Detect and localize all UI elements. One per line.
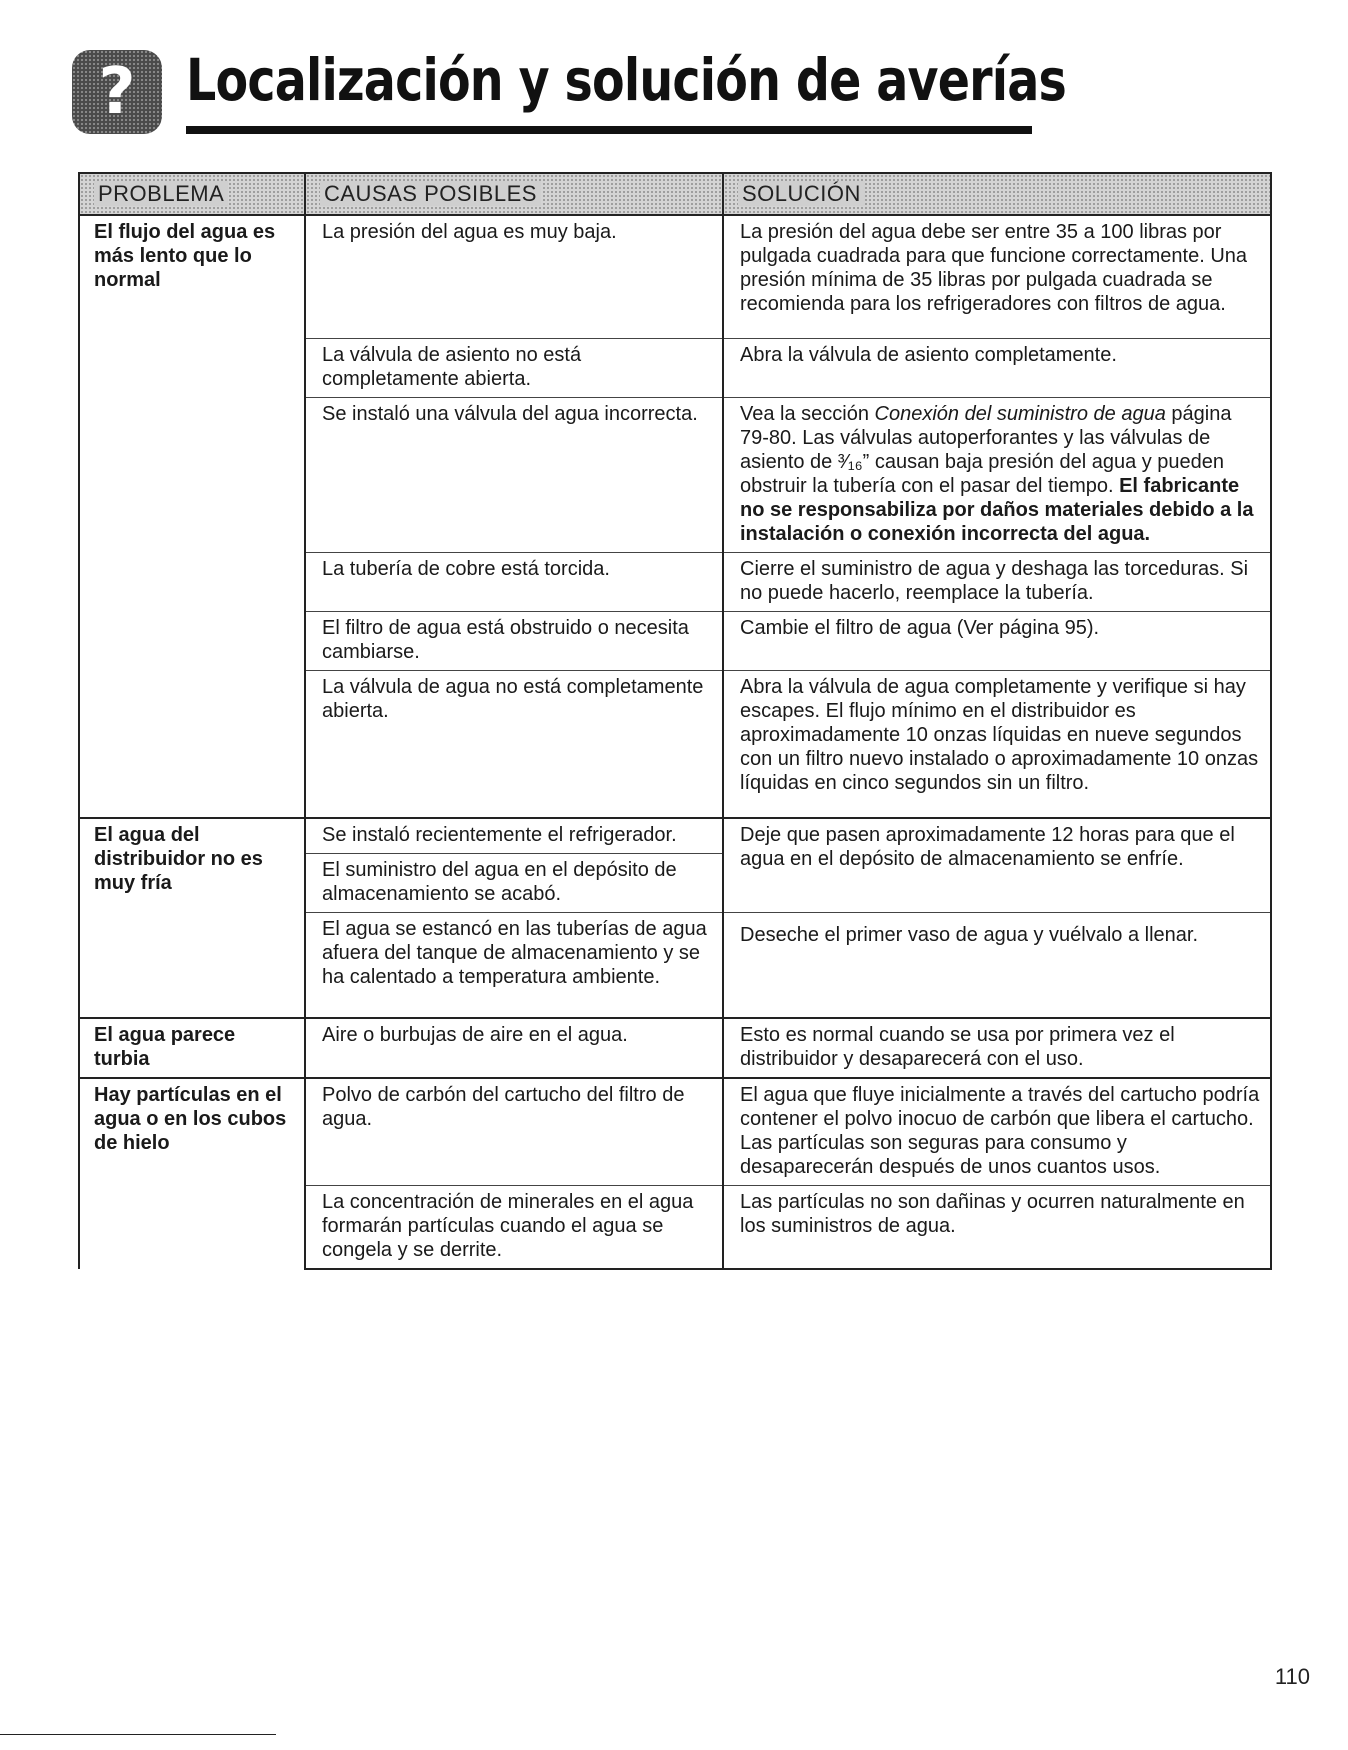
cause-cell: Aire o burbujas de aire en el agua. xyxy=(305,1018,723,1078)
table-row xyxy=(79,1078,1271,1186)
header-causes: CAUSAS POSIBLES xyxy=(305,173,723,215)
problem-cell: El flujo del agua es más lento que lo normal xyxy=(79,215,305,818)
solution-cell: Deje que pasen aproximadamente 12 horas para que el agua en el depósito de almacenamiento se enfríe. xyxy=(723,818,1271,913)
title-underline xyxy=(186,126,1032,134)
troubleshooting-table-container xyxy=(78,172,1270,1270)
cause-cell: El suministro del agua en el depósito de almacenamiento se acabó. xyxy=(305,854,723,913)
page-title: Localización y solución de averías xyxy=(186,46,1067,114)
cause-cell: El filtro de agua está obstruido o necesita cambiarse. xyxy=(305,612,723,671)
footer-rule xyxy=(0,1734,276,1735)
cause-cell: Se instaló recientemente el refrigerador. xyxy=(305,818,723,854)
cause-cell: La válvula de agua no está completamente abierta. xyxy=(305,671,723,819)
solution-text: página 79-80. Las válvulas autoperforantes y las válvulas de asiento de ³⁄₁₆” causan baja presión del agua y pueden obstruir la tubería con el pasar del tiempo. xyxy=(740,403,1232,497)
table-row xyxy=(79,1018,1271,1078)
header-solution: SOLUCIÓN xyxy=(723,173,1271,215)
problem-cell: El agua parece turbia xyxy=(79,1018,305,1078)
solution-cell: La presión del agua debe ser entre 35 a 100 libras por pulgada cuadrada para que funcione correctamente. Una presión mínima de 35 libras por pulgada cuadrada se recomienda para los refrigeradores con filtros de agua. xyxy=(723,215,1271,339)
warning-text: El fabricante no se responsabiliza por daños materiales debido a la instalación o conexión incorrecta del agua. xyxy=(740,475,1254,545)
troubleshooting-table xyxy=(78,172,1272,1270)
problem-cell: El agua del distribuidor no es muy fría xyxy=(79,818,305,1018)
solution-cell: Las partículas no son dañinas y ocurren naturalmente en los suministros de agua. xyxy=(723,1186,1271,1270)
solution-cell: Abra la válvula de asiento completamente. xyxy=(723,339,1271,398)
problem-cell: Hay partículas en el agua o en los cubos de hielo xyxy=(79,1078,305,1269)
solution-cell: Deseche el primer vaso de agua y vuélvalo a llenar. xyxy=(723,913,1271,1019)
cause-cell: La tubería de cobre está torcida. xyxy=(305,553,723,612)
question-mark-icon: ? xyxy=(72,50,162,134)
table-header-row xyxy=(79,173,1271,215)
cause-cell: El agua se estancó en las tuberías de agua afuera del tanque de almacenamiento y se ha calentado a temperatura ambiente. xyxy=(305,913,723,1019)
solution-cell: Cambie el filtro de agua (Ver página 95). xyxy=(723,612,1271,671)
cause-cell: La presión del agua es muy baja. xyxy=(305,215,723,339)
table-row xyxy=(79,215,1271,339)
cause-cell: Se instaló una válvula del agua incorrecta. xyxy=(305,398,723,553)
solution-text: Vea la sección xyxy=(740,403,875,425)
table-row xyxy=(79,818,1271,854)
solution-cell: Cierre el suministro de agua y deshaga las torceduras. Si no puede hacerlo, reemplace la tubería. xyxy=(723,553,1271,612)
section-reference: Conexión del suministro de agua xyxy=(874,403,1166,425)
cause-cell: Polvo de carbón del cartucho del filtro de agua. xyxy=(305,1078,723,1186)
page-number: 110 xyxy=(1274,1664,1310,1689)
solution-cell: El agua que fluye inicialmente a través del cartucho podría contener el polvo inocuo de carbón que libera el cartucho. Las partículas son seguras para consumo y desaparecerán después de unos cuantos usos. xyxy=(723,1078,1271,1186)
solution-cell: Esto es normal cuando se usa por primera vez el distribuidor y desaparecerá con el uso. xyxy=(723,1018,1271,1078)
solution-cell xyxy=(723,398,1271,553)
cause-cell: La válvula de asiento no está completamente abierta. xyxy=(305,339,723,398)
header-problem: PROBLEMA xyxy=(79,173,305,215)
solution-cell: Abra la válvula de agua completamente y verifique si hay escapes. El flujo mínimo en el distribuidor es aproximadamente 10 onzas líquidas en nueve segundos con un filtro nuevo instalado o aproximadamente 10 onzas líquidas en cinco segundos sin un filtro. xyxy=(723,671,1271,819)
page-header xyxy=(72,40,1067,132)
cause-cell: La concentración de minerales en el agua formarán partículas cuando el agua se congela y se derrite. xyxy=(305,1186,723,1270)
